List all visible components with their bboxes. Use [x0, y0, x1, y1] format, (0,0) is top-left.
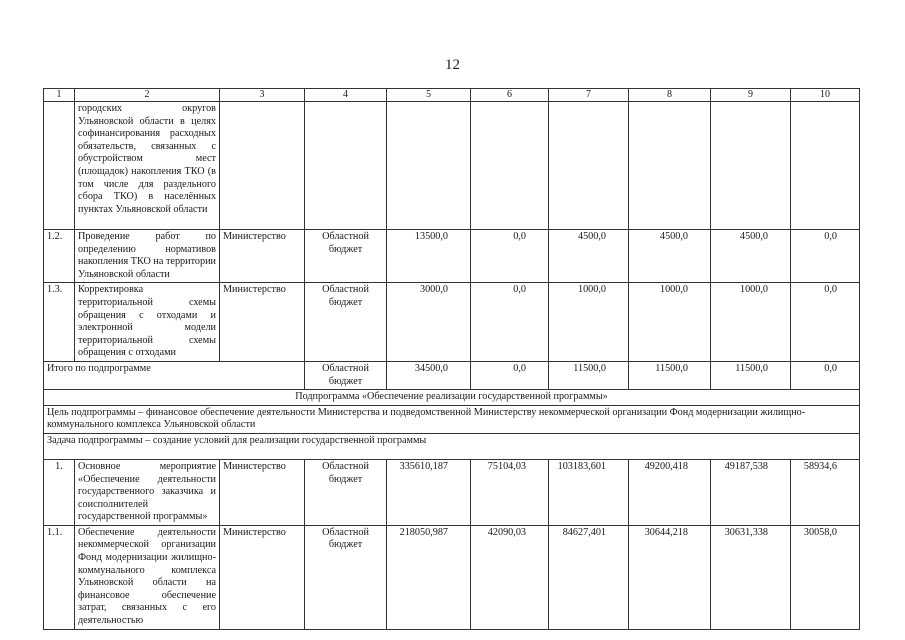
- row-value-9: 1000,0: [711, 283, 791, 362]
- table-row: [44, 459, 860, 525]
- row-value-9: 4500,0: [711, 230, 791, 283]
- total-value-6: 0,0: [471, 361, 549, 389]
- row-value-6: [471, 102, 549, 230]
- row-value-8: 49200,418: [629, 459, 711, 525]
- row-executor: Министерство: [220, 230, 305, 283]
- header-row: [44, 89, 860, 102]
- row-number: 1.2.: [44, 230, 75, 283]
- row-value-7: 4500,0: [549, 230, 629, 283]
- row-description: городских округов Ульяновской области в целях софинансирования расходных обязательств, связанных с обустройством мест (площадок) накопления ТКО (в том числе для раздельного сбора ТКО) в населённых пунктах Ульяновской области: [75, 102, 220, 230]
- row-number: 1.3.: [44, 283, 75, 362]
- header-cell: 10: [791, 89, 860, 102]
- row-value-9: [711, 102, 791, 230]
- row-value-9: 49187,538: [711, 459, 791, 525]
- row-value-10: 30058,0: [791, 525, 860, 629]
- row-value-7: [549, 102, 629, 230]
- header-cell: 2: [75, 89, 220, 102]
- header-cell: 5: [387, 89, 471, 102]
- row-source: Областной бюджет: [305, 230, 387, 283]
- total-row: [44, 361, 860, 389]
- header-cell: 7: [549, 89, 629, 102]
- row-number: 1.1.: [44, 525, 75, 629]
- total-source: Областной бюджет: [305, 361, 387, 389]
- row-executor: [220, 102, 305, 230]
- header-cell: 9: [711, 89, 791, 102]
- row-value-6: 75104,03: [471, 459, 549, 525]
- row-value-8: 1000,0: [629, 283, 711, 362]
- row-number: [44, 102, 75, 230]
- header-cell: 6: [471, 89, 549, 102]
- header-cell: 3: [220, 89, 305, 102]
- total-value-5: 34500,0: [387, 361, 471, 389]
- row-value-5: 218050,987: [387, 525, 471, 629]
- subprogram-title: Подпрограмма «Обеспечение реализации государственной программы»: [44, 390, 860, 406]
- row-value-5: 335610,187: [387, 459, 471, 525]
- row-description: Обеспечение деятельности некоммерческой организации Фонд модернизации жилищно-коммунального комплекса Ульяновской области на финансовое обеспечение затрат, связанных с его деятельностью: [75, 525, 220, 629]
- row-executor: Министерство: [220, 459, 305, 525]
- total-value-10: 0,0: [791, 361, 860, 389]
- table-row: [44, 283, 860, 362]
- row-source: Областной бюджет: [305, 283, 387, 362]
- row-value-5: [387, 102, 471, 230]
- header-cell: 8: [629, 89, 711, 102]
- row-description: Проведение работ по определению нормативов накопления ТКО на территории Ульяновской области: [75, 230, 220, 283]
- subprogram-goal: Цель подпрограммы – финансовое обеспечение деятельности Министерства и подведомственной Министерству некоммерческой организации Фонд модернизации жилищно-коммунального комплекса Ульяновской области: [44, 405, 860, 433]
- row-value-9: 30631,338: [711, 525, 791, 629]
- row-executor: Министерство: [220, 283, 305, 362]
- row-value-7: 103183,601: [549, 459, 629, 525]
- total-value-9: 11500,0: [711, 361, 791, 389]
- row-value-8: 4500,0: [629, 230, 711, 283]
- total-label: Итого по подпрограмме: [44, 361, 305, 389]
- table-row: [44, 525, 860, 629]
- row-source: [305, 102, 387, 230]
- row-value-6: 0,0: [471, 230, 549, 283]
- goal-row: [44, 405, 860, 433]
- row-description: Основное мероприятие «Обеспечение деятельности государственного заказчика и соисполнителей государственной программы»: [75, 459, 220, 525]
- row-value-5: 3000,0: [387, 283, 471, 362]
- total-value-8: 11500,0: [629, 361, 711, 389]
- row-description: Корректировка территориальной схемы обращения с отходами и электронной модели территориальной схемы обращения с отходами: [75, 283, 220, 362]
- row-value-8: 30644,218: [629, 525, 711, 629]
- header-cell: 4: [305, 89, 387, 102]
- row-number: 1.: [44, 459, 75, 525]
- row-value-10: 58934,6: [791, 459, 860, 525]
- row-value-8: [629, 102, 711, 230]
- budget-table: [43, 88, 860, 630]
- task-row: [44, 433, 860, 459]
- row-value-5: 13500,0: [387, 230, 471, 283]
- row-value-6: 42090,03: [471, 525, 549, 629]
- table-row: [44, 102, 860, 230]
- subprogram-row: [44, 390, 860, 406]
- row-value-7: 84627,401: [549, 525, 629, 629]
- row-value-10: 0,0: [791, 283, 860, 362]
- total-value-7: 11500,0: [549, 361, 629, 389]
- row-value-10: 0,0: [791, 230, 860, 283]
- page-number: 12: [445, 57, 460, 73]
- subprogram-task: Задача подпрограммы – создание условий для реализации государственной программы: [44, 433, 860, 459]
- row-source: Областной бюджет: [305, 459, 387, 525]
- row-value-7: 1000,0: [549, 283, 629, 362]
- header-cell: 1: [44, 89, 75, 102]
- table-row: [44, 230, 860, 283]
- row-source: Областной бюджет: [305, 525, 387, 629]
- row-value-10: [791, 102, 860, 230]
- row-executor: Министерство: [220, 525, 305, 629]
- row-value-6: 0,0: [471, 283, 549, 362]
